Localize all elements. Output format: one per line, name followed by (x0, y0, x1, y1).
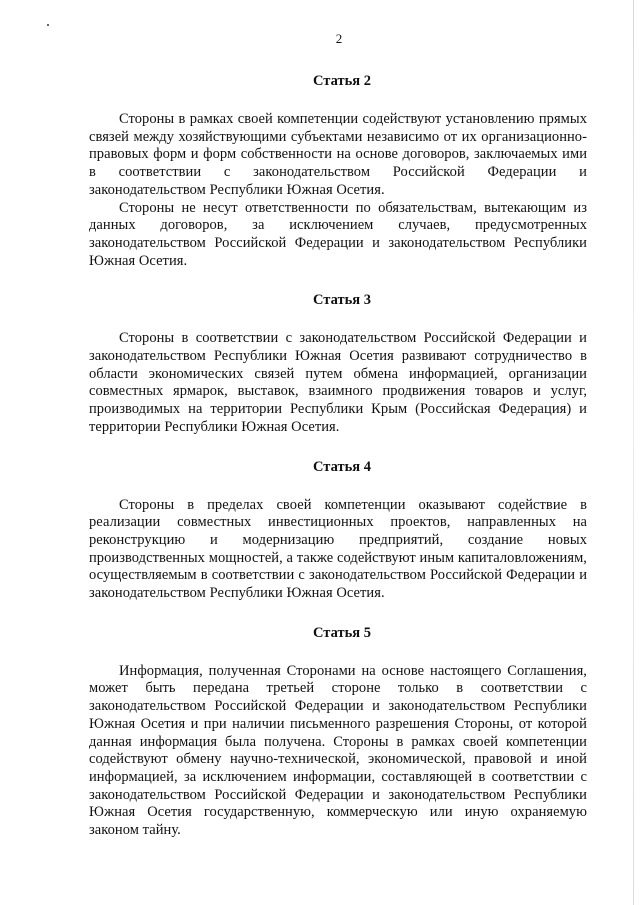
article-heading: Статья 2 (313, 73, 371, 89)
article-heading: Статья 4 (313, 458, 371, 475)
article-paragraph: Стороны в соответствии с законодательством Российской Федерации и законодательством Республики Южная Осетия развивают сотрудничество в области экономических связей путем обмена информацией, организации совместных ярмарок, выставок, взаимного продвижения товаров и услуг, производимых на территории Республики Крым (Российская Федерация) и территории Республики Южная Осетия. (89, 330, 587, 435)
article-4 (89, 458, 587, 603)
document-body (89, 72, 587, 840)
page-number: 2 (335, 31, 343, 46)
article-paragraph: Стороны в пределах своей компетенции оказывают содействие в реализации совместных инвестиционных проектов, направленных на реконструкцию и модернизацию предприятий, создание новых производственных мощностей, а также содействуют иным капиталовложениям, осуществляемым в соответствии с законодательством Российской Федерации и законодательством Республики Южная Осетия. (89, 496, 587, 602)
article-heading: Статья 3 (313, 292, 371, 309)
article-2 (89, 72, 587, 270)
article-paragraph: Информация, полученная Сторонами на основе настоящего Соглашения, может быть передана третьей стороне только в соответствии с законодательством Российской Федерации и законодательством Республики Южная Осетия и при наличии письменного разрешения Стороны, от которой данная информация была получена. Стороны в рамках своей компетенции содействуют обмену научно-технической, экономической, правовой и иной информацией, за исключением информации, составляющей в соответствии с законодательством Российской Федерации и законодательством Республики Южная Осетия государственную, коммерческую или иную охраняемую законом тайну. (89, 662, 587, 839)
article-5 (89, 624, 587, 840)
article-heading: Статья 5 (313, 624, 371, 641)
article-paragraph: Стороны в рамках своей компетенции содействуют установлению прямых связей между хозяйствующими субъектами независимо от их организационно-правовых форм и форм собственности на основе договоров, заключаемых ими в соответствии с законодательством Российской Федерации и законодательством Республики Южная Осетия. (89, 111, 587, 198)
scan-speck (47, 24, 49, 26)
scan-edge (633, 0, 634, 905)
article-paragraph: Стороны не несут ответственности по обязательствам, вытекающим из данных договоров, за исключением случаев, предусмотренных законодательством Российской Федерации и законодательством Республики Южная Осетия. (89, 199, 587, 269)
article-3 (89, 291, 587, 436)
